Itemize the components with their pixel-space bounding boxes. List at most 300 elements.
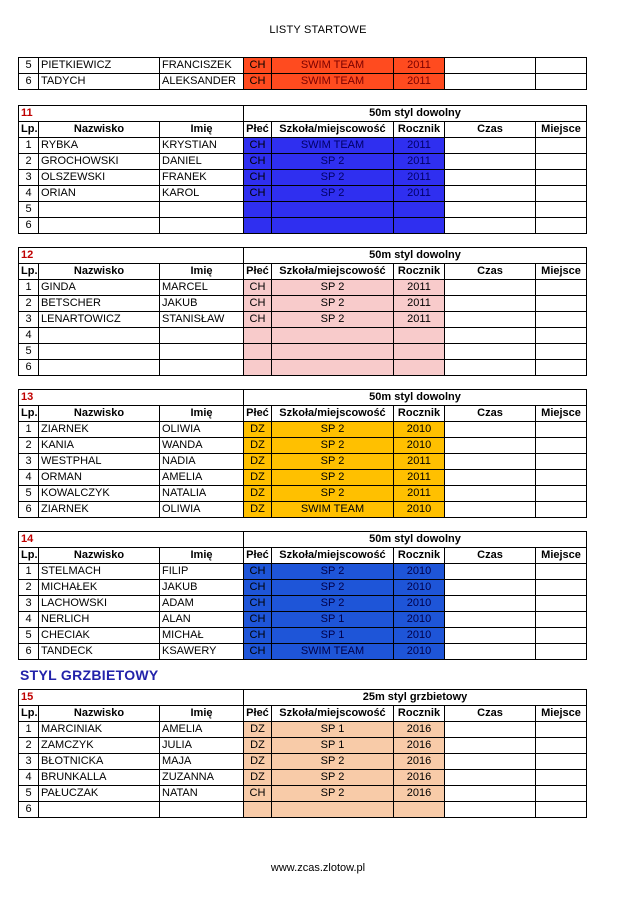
- school-cell: SP 2: [272, 154, 394, 170]
- place-cell[interactable]: [536, 186, 587, 202]
- heat-header-row: [19, 106, 587, 122]
- sex-cell: DZ: [244, 438, 272, 454]
- place-cell[interactable]: [536, 738, 587, 754]
- school-cell: SP 2: [272, 580, 394, 596]
- school-cell: SP 2: [272, 486, 394, 502]
- time-cell[interactable]: [445, 312, 536, 328]
- heat-number: 11: [19, 106, 244, 122]
- table-row: [19, 802, 587, 818]
- sex-cell: CH: [244, 74, 272, 90]
- lp-cell: 4: [19, 470, 39, 486]
- year-cell: 2010: [394, 502, 445, 518]
- heat-table: [18, 105, 587, 234]
- first-name-cell: JAKUB: [160, 580, 244, 596]
- surname-cell: STELMACH: [39, 564, 160, 580]
- column-header: Szkoła/miejscowość: [272, 706, 394, 722]
- place-cell[interactable]: [536, 770, 587, 786]
- first-name-cell: NADIA: [160, 454, 244, 470]
- table-row: [19, 58, 587, 74]
- surname-cell: [39, 802, 160, 818]
- place-cell[interactable]: [536, 170, 587, 186]
- place-cell[interactable]: [536, 138, 587, 154]
- surname-cell: [39, 218, 160, 234]
- table-row: [19, 738, 587, 754]
- time-cell[interactable]: [445, 580, 536, 596]
- sex-cell: CH: [244, 612, 272, 628]
- surname-cell: PAŁUCZAK: [39, 786, 160, 802]
- time-cell[interactable]: [445, 170, 536, 186]
- year-cell: 2010: [394, 644, 445, 660]
- year-cell: 2011: [394, 154, 445, 170]
- first-name-cell: FRANCISZEK: [160, 58, 244, 74]
- year-cell: 2016: [394, 770, 445, 786]
- year-cell: 2011: [394, 486, 445, 502]
- lp-cell: 4: [19, 770, 39, 786]
- place-cell[interactable]: [536, 218, 587, 234]
- table-row: [19, 470, 587, 486]
- heat-table: [18, 689, 587, 818]
- sex-cell: DZ: [244, 502, 272, 518]
- year-cell: 2010: [394, 564, 445, 580]
- surname-cell: LENARTOWICZ: [39, 312, 160, 328]
- table-row: [19, 344, 587, 360]
- time-cell[interactable]: [445, 786, 536, 802]
- column-header-row: [19, 122, 587, 138]
- place-cell[interactable]: [536, 580, 587, 596]
- lp-cell: 6: [19, 360, 39, 376]
- school-cell: SP 2: [272, 312, 394, 328]
- heat-table: [18, 247, 587, 376]
- first-name-cell: FRANEK: [160, 170, 244, 186]
- sex-cell: [244, 802, 272, 818]
- surname-cell: KOWALCZYK: [39, 486, 160, 502]
- first-name-cell: AMELIA: [160, 470, 244, 486]
- first-name-cell: ALEKSANDER: [160, 74, 244, 90]
- continuation-table: [18, 57, 587, 90]
- first-name-cell: WANDA: [160, 438, 244, 454]
- surname-cell: BŁOTNICKA: [39, 754, 160, 770]
- sex-cell: DZ: [244, 722, 272, 738]
- place-cell[interactable]: [536, 502, 587, 518]
- column-header: Miejsce: [536, 264, 587, 280]
- time-cell[interactable]: [445, 802, 536, 818]
- first-name-cell: [160, 202, 244, 218]
- column-header: Lp.: [19, 264, 39, 280]
- lp-cell: 2: [19, 580, 39, 596]
- year-cell: 2011: [394, 312, 445, 328]
- place-cell[interactable]: [536, 802, 587, 818]
- year-cell: 2011: [394, 138, 445, 154]
- school-cell: SP 2: [272, 770, 394, 786]
- surname-cell: TANDECK: [39, 644, 160, 660]
- sex-cell: CH: [244, 596, 272, 612]
- heat-title: 50m styl dowolny: [244, 390, 587, 406]
- lp-cell: 1: [19, 138, 39, 154]
- table-row: [19, 138, 587, 154]
- first-name-cell: AMELIA: [160, 722, 244, 738]
- year-cell: 2011: [394, 58, 445, 74]
- school-cell: [272, 218, 394, 234]
- lp-cell: 6: [19, 218, 39, 234]
- place-cell[interactable]: [536, 628, 587, 644]
- surname-cell: ORIAN: [39, 186, 160, 202]
- year-cell: 2010: [394, 596, 445, 612]
- table-row: [19, 296, 587, 312]
- surname-cell: ZAMCZYK: [39, 738, 160, 754]
- year-cell: 2011: [394, 280, 445, 296]
- column-header: Rocznik: [394, 122, 445, 138]
- time-cell[interactable]: [445, 186, 536, 202]
- place-cell[interactable]: [536, 486, 587, 502]
- surname-cell: BETSCHER: [39, 296, 160, 312]
- time-cell[interactable]: [445, 564, 536, 580]
- time-cell[interactable]: [445, 360, 536, 376]
- sex-cell: DZ: [244, 754, 272, 770]
- surname-cell: NERLICH: [39, 612, 160, 628]
- time-cell[interactable]: [445, 328, 536, 344]
- first-name-cell: KRYSTIAN: [160, 138, 244, 154]
- table-row: [19, 170, 587, 186]
- heat-title: 50m styl dowolny: [244, 532, 587, 548]
- time-cell[interactable]: [445, 502, 536, 518]
- time-cell[interactable]: [445, 296, 536, 312]
- first-name-cell: JULIA: [160, 738, 244, 754]
- sex-cell: [244, 218, 272, 234]
- surname-cell: WESTPHAL: [39, 454, 160, 470]
- table-row: [19, 154, 587, 170]
- place-cell[interactable]: [536, 754, 587, 770]
- column-header: Imię: [160, 122, 244, 138]
- lp-cell: 5: [19, 786, 39, 802]
- school-cell: SWIM TEAM: [272, 58, 394, 74]
- time-cell[interactable]: [445, 612, 536, 628]
- surname-cell: RYBKA: [39, 138, 160, 154]
- school-cell: SP 2: [272, 786, 394, 802]
- surname-cell: MARCINIAK: [39, 722, 160, 738]
- year-cell: [394, 360, 445, 376]
- table-row: [19, 280, 587, 296]
- school-cell: SWIM TEAM: [272, 138, 394, 154]
- column-header: Imię: [160, 264, 244, 280]
- table-row: [19, 596, 587, 612]
- time-cell[interactable]: [445, 628, 536, 644]
- year-cell: [394, 344, 445, 360]
- year-cell: 2010: [394, 438, 445, 454]
- table-row: [19, 580, 587, 596]
- surname-cell: LACHOWSKI: [39, 596, 160, 612]
- sex-cell: DZ: [244, 738, 272, 754]
- school-cell: SP 2: [272, 296, 394, 312]
- table-row: [19, 438, 587, 454]
- lp-cell: 5: [19, 58, 39, 74]
- lp-cell: 6: [19, 502, 39, 518]
- time-cell[interactable]: [445, 438, 536, 454]
- column-header: Lp.: [19, 706, 39, 722]
- heat-table: [18, 389, 587, 518]
- first-name-cell: OLIWIA: [160, 422, 244, 438]
- surname-cell: TADYCH: [39, 74, 160, 90]
- year-cell: 2016: [394, 786, 445, 802]
- school-cell: SWIM TEAM: [272, 644, 394, 660]
- column-header: Płeć: [244, 406, 272, 422]
- surname-cell: MICHAŁEK: [39, 580, 160, 596]
- year-cell: 2011: [394, 470, 445, 486]
- time-cell[interactable]: [445, 754, 536, 770]
- school-cell: SP 2: [272, 454, 394, 470]
- time-cell[interactable]: [445, 280, 536, 296]
- sex-cell: CH: [244, 644, 272, 660]
- first-name-cell: NATAN: [160, 786, 244, 802]
- table-row: [19, 186, 587, 202]
- table-row: [19, 502, 587, 518]
- place-cell[interactable]: [536, 312, 587, 328]
- year-cell: 2016: [394, 738, 445, 754]
- surname-cell: GINDA: [39, 280, 160, 296]
- column-header: Czas: [445, 122, 536, 138]
- column-header: Płeć: [244, 706, 272, 722]
- footer-url[interactable]: www.zcas.zlotow.pl: [270, 862, 366, 874]
- column-header: Czas: [445, 548, 536, 564]
- surname-cell: [39, 344, 160, 360]
- time-cell[interactable]: [445, 58, 536, 74]
- place-cell[interactable]: [536, 596, 587, 612]
- table-row: [19, 722, 587, 738]
- heat-number: 15: [19, 690, 244, 706]
- time-cell[interactable]: [445, 202, 536, 218]
- school-cell: [272, 360, 394, 376]
- sex-cell: DZ: [244, 422, 272, 438]
- sex-cell: DZ: [244, 770, 272, 786]
- place-cell[interactable]: [536, 454, 587, 470]
- place-cell[interactable]: [536, 470, 587, 486]
- first-name-cell: MARCEL: [160, 280, 244, 296]
- column-header: Płeć: [244, 548, 272, 564]
- table-row: [19, 422, 587, 438]
- first-name-cell: [160, 218, 244, 234]
- place-cell[interactable]: [536, 296, 587, 312]
- table-row: [19, 564, 587, 580]
- time-cell[interactable]: [445, 138, 536, 154]
- column-header: Szkoła/miejscowość: [272, 406, 394, 422]
- sex-cell: CH: [244, 186, 272, 202]
- year-cell: 2010: [394, 580, 445, 596]
- first-name-cell: STANISŁAW: [160, 312, 244, 328]
- lp-cell: 5: [19, 202, 39, 218]
- year-cell: 2016: [394, 722, 445, 738]
- sex-cell: CH: [244, 786, 272, 802]
- table-row: [19, 202, 587, 218]
- year-cell: 2011: [394, 296, 445, 312]
- column-header: Nazwisko: [39, 406, 160, 422]
- column-header: Nazwisko: [39, 264, 160, 280]
- first-name-cell: ZUZANNA: [160, 770, 244, 786]
- column-header-row: [19, 264, 587, 280]
- sex-cell: [244, 202, 272, 218]
- surname-cell: PIETKIEWICZ: [39, 58, 160, 74]
- lp-cell: 1: [19, 280, 39, 296]
- year-cell: 2010: [394, 422, 445, 438]
- page-title: LISTY STARTOWE: [269, 24, 367, 36]
- place-cell[interactable]: [536, 564, 587, 580]
- lp-cell: 6: [19, 644, 39, 660]
- column-header: Imię: [160, 406, 244, 422]
- sex-cell: CH: [244, 58, 272, 74]
- column-header: Miejsce: [536, 406, 587, 422]
- column-header: Czas: [445, 264, 536, 280]
- column-header: Rocznik: [394, 264, 445, 280]
- table-row: [19, 786, 587, 802]
- school-cell: [272, 202, 394, 218]
- lp-cell: 3: [19, 312, 39, 328]
- time-cell[interactable]: [445, 422, 536, 438]
- school-cell: SP 1: [272, 628, 394, 644]
- table-row: [19, 74, 587, 90]
- first-name-cell: FILIP: [160, 564, 244, 580]
- year-cell: 2011: [394, 170, 445, 186]
- time-cell[interactable]: [445, 218, 536, 234]
- first-name-cell: JAKUB: [160, 296, 244, 312]
- year-cell: [394, 328, 445, 344]
- lp-cell: 3: [19, 170, 39, 186]
- lp-cell: 2: [19, 296, 39, 312]
- lp-cell: 4: [19, 612, 39, 628]
- place-cell[interactable]: [536, 328, 587, 344]
- time-cell[interactable]: [445, 344, 536, 360]
- column-header: Nazwisko: [39, 706, 160, 722]
- place-cell[interactable]: [536, 74, 587, 90]
- lp-cell: 6: [19, 74, 39, 90]
- time-cell[interactable]: [445, 486, 536, 502]
- place-cell[interactable]: [536, 202, 587, 218]
- time-cell[interactable]: [445, 770, 536, 786]
- first-name-cell: [160, 328, 244, 344]
- place-cell[interactable]: [536, 344, 587, 360]
- place-cell[interactable]: [536, 154, 587, 170]
- table-row: [19, 612, 587, 628]
- column-header: Nazwisko: [39, 548, 160, 564]
- time-cell[interactable]: [445, 74, 536, 90]
- heat-number: 13: [19, 390, 244, 406]
- column-header: Płeć: [244, 264, 272, 280]
- school-cell: SP 2: [272, 186, 394, 202]
- column-header: Miejsce: [536, 122, 587, 138]
- year-cell: [394, 202, 445, 218]
- table-row: [19, 644, 587, 660]
- first-name-cell: DANIEL: [160, 154, 244, 170]
- time-cell[interactable]: [445, 470, 536, 486]
- surname-cell: [39, 360, 160, 376]
- lp-cell: 4: [19, 328, 39, 344]
- place-cell[interactable]: [536, 612, 587, 628]
- first-name-cell: [160, 802, 244, 818]
- school-cell: SP 2: [272, 438, 394, 454]
- column-header: Rocznik: [394, 406, 445, 422]
- place-cell[interactable]: [536, 722, 587, 738]
- lp-cell: 3: [19, 454, 39, 470]
- place-cell[interactable]: [536, 786, 587, 802]
- first-name-cell: KAROL: [160, 186, 244, 202]
- first-name-cell: NATALIA: [160, 486, 244, 502]
- place-cell[interactable]: [536, 360, 587, 376]
- sex-cell: CH: [244, 580, 272, 596]
- column-header: Lp.: [19, 548, 39, 564]
- school-cell: SP 2: [272, 596, 394, 612]
- column-header: Czas: [445, 406, 536, 422]
- place-cell[interactable]: [536, 58, 587, 74]
- column-header: Imię: [160, 548, 244, 564]
- table-row: [19, 628, 587, 644]
- table-row: [19, 312, 587, 328]
- heat-title: 25m styl grzbietowy: [244, 690, 587, 706]
- heat-header-row: [19, 248, 587, 264]
- school-cell: SP 2: [272, 280, 394, 296]
- surname-cell: BRUNKALLA: [39, 770, 160, 786]
- first-name-cell: [160, 360, 244, 376]
- surname-cell: ZIARNEK: [39, 422, 160, 438]
- sex-cell: DZ: [244, 470, 272, 486]
- column-header-row: [19, 706, 587, 722]
- first-name-cell: OLIWIA: [160, 502, 244, 518]
- surname-cell: CHECIAK: [39, 628, 160, 644]
- time-cell[interactable]: [445, 454, 536, 470]
- heat-number: 14: [19, 532, 244, 548]
- time-cell[interactable]: [445, 154, 536, 170]
- sex-cell: [244, 344, 272, 360]
- sex-cell: DZ: [244, 454, 272, 470]
- school-cell: [272, 802, 394, 818]
- sex-cell: CH: [244, 138, 272, 154]
- lp-cell: 2: [19, 154, 39, 170]
- school-cell: SP 2: [272, 564, 394, 580]
- year-cell: [394, 802, 445, 818]
- school-cell: SP 2: [272, 170, 394, 186]
- sex-cell: [244, 328, 272, 344]
- place-cell[interactable]: [536, 280, 587, 296]
- surname-cell: GROCHOWSKI: [39, 154, 160, 170]
- place-cell[interactable]: [536, 644, 587, 660]
- lp-cell: 5: [19, 344, 39, 360]
- lp-cell: 5: [19, 628, 39, 644]
- place-cell[interactable]: [536, 438, 587, 454]
- column-header: Płeć: [244, 122, 272, 138]
- lp-cell: 3: [19, 754, 39, 770]
- column-header: Rocznik: [394, 706, 445, 722]
- first-name-cell: MAJA: [160, 754, 244, 770]
- school-cell: SP 2: [272, 754, 394, 770]
- year-cell: 2011: [394, 454, 445, 470]
- sex-cell: CH: [244, 154, 272, 170]
- place-cell[interactable]: [536, 422, 587, 438]
- time-cell[interactable]: [445, 722, 536, 738]
- first-name-cell: [160, 344, 244, 360]
- time-cell[interactable]: [445, 738, 536, 754]
- year-cell: 2010: [394, 612, 445, 628]
- heat-header-row: [19, 390, 587, 406]
- column-header: Miejsce: [536, 548, 587, 564]
- table-row: [19, 218, 587, 234]
- column-header: Nazwisko: [39, 122, 160, 138]
- school-cell: [272, 328, 394, 344]
- time-cell[interactable]: [445, 644, 536, 660]
- sex-cell: CH: [244, 628, 272, 644]
- lp-cell: 1: [19, 564, 39, 580]
- sex-cell: CH: [244, 564, 272, 580]
- surname-cell: [39, 328, 160, 344]
- time-cell[interactable]: [445, 596, 536, 612]
- heat-number: 12: [19, 248, 244, 264]
- sex-cell: DZ: [244, 486, 272, 502]
- table-row: [19, 360, 587, 376]
